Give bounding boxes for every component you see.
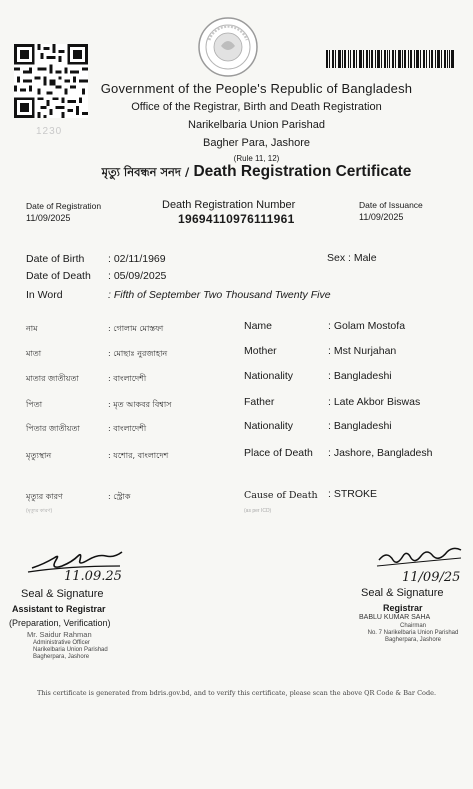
- sex-field: [327, 252, 377, 264]
- right-detail-line: Chairman: [399, 623, 426, 629]
- right-officer-name: BABLU KUMAR SAHA: [359, 614, 431, 621]
- field-value-bangla: : স্ট্রোক: [108, 492, 131, 501]
- date-of-death-label: Date of Death: [26, 270, 91, 282]
- right-detail-line: No. 7 Narikelbaria Union Parishad: [367, 630, 459, 636]
- government-seal-icon: [197, 16, 259, 78]
- field-value-bangla: : বাংলাদেশী: [108, 424, 147, 433]
- field-value-bangla: : মৃত আকবর বিশ্বাস: [108, 400, 172, 409]
- left-officer-name: Mr. Saidur Rahman: [27, 630, 92, 639]
- field-label-bangla: নাম: [26, 324, 38, 333]
- field-value-english: : Jashore, Bangladesh: [328, 447, 433, 459]
- field-value-bangla: : গোলাম মোস্তফা: [108, 324, 164, 333]
- government-heading: Government of the People's Republic of Bangladesh: [100, 81, 413, 96]
- title-bangla: মৃত্যু নিবন্ধন সনদ /: [101, 165, 190, 179]
- field-value-english: : Golam Mostofa: [328, 320, 406, 332]
- field-label-english: Mother: [244, 345, 277, 357]
- office-heading: Office of the Registrar, Birth and Death Registration: [131, 101, 382, 113]
- date-of-birth-value: : 02/11/1969: [108, 253, 166, 265]
- barcode-icon: [326, 50, 454, 68]
- left-role: Assistant to Registrar: [12, 604, 106, 614]
- date-of-registration-value: 11/09/2025: [26, 213, 71, 223]
- sex-label: Sex: [327, 252, 346, 264]
- left-detail-line: Narikelbaria Union Parishad: [33, 647, 108, 653]
- place-heading: Bagher Para, Jashore: [202, 137, 310, 149]
- right-role: Registrar: [383, 603, 423, 613]
- in-word-label: In Word: [26, 289, 63, 301]
- cause-note-bangla: (মৃত্যুর কারণ): [26, 508, 53, 514]
- field-value-bangla: : বাংলাদেশী: [108, 374, 147, 383]
- sex-value: : Male: [348, 252, 377, 264]
- field-label-english: Nationality: [244, 420, 294, 432]
- right-seal-label: Seal & Signature: [361, 587, 444, 599]
- faint-serial-number: 1230: [36, 126, 63, 137]
- left-seal-label: Seal & Signature: [21, 588, 104, 600]
- right-signature-icon: [375, 546, 465, 572]
- in-word-value: : Fifth of September Two Thousand Twenty Five: [108, 289, 331, 301]
- field-value-english: : Mst Nurjahan: [328, 345, 397, 357]
- date-of-death-value: : 05/09/2025: [108, 270, 167, 282]
- left-detail-line: Administrative Officer: [33, 640, 90, 646]
- union-heading: Narikelbaria Union Parishad: [188, 119, 325, 131]
- cause-note-english: (as per ICD): [244, 508, 272, 514]
- right-detail-line: Bagherpara, Jashore: [384, 637, 442, 643]
- field-label-bangla: পিতা: [26, 400, 43, 409]
- field-value-english: : Bangladeshi: [328, 370, 392, 382]
- field-label-english: Father: [244, 396, 275, 408]
- field-label-bangla: মাতার জাতীয়তা: [26, 374, 79, 383]
- field-label-english: Place of Death: [244, 447, 313, 459]
- field-value-bangla: : যশোর, বাংলাদেশ: [108, 451, 169, 460]
- field-value-english: : Late Akbor Biswas: [328, 396, 421, 408]
- date-of-issuance-label: Date of Issuance: [359, 200, 423, 210]
- rule-reference: (Rule 11, 12): [233, 154, 280, 163]
- date-of-birth-label: Date of Birth: [26, 253, 85, 265]
- registration-number-value: 19694110976111961: [178, 212, 295, 226]
- left-signature-date: 11.09.25: [64, 569, 122, 584]
- left-officer-details: [33, 640, 108, 661]
- date-of-issuance-value: 11/09/2025: [359, 212, 404, 222]
- field-label-english: Name: [244, 320, 273, 332]
- title-english: Death Registration Certificate: [193, 163, 412, 180]
- footer-note: This certificate is generated from bdris.gov.bd, and to verify this certificate, please scan the above QR Code & Bar Code.: [36, 689, 437, 697]
- certificate-title: [20, 163, 473, 183]
- field-label-bangla: মৃত্যুস্থান: [26, 451, 52, 460]
- right-officer-details: [358, 623, 468, 644]
- field-label-english: Cause of Death: [244, 490, 318, 501]
- field-value-english: : Bangladeshi: [328, 420, 392, 432]
- field-value-bangla: : মোছাঃ নুরজাহান: [108, 349, 168, 358]
- field-value-english: : STROKE: [328, 488, 378, 500]
- date-of-registration-label: Date of Registration: [26, 201, 102, 211]
- field-label-english: Nationality: [244, 370, 294, 382]
- left-role-sub: (Preparation, Verification): [9, 618, 111, 628]
- field-label-bangla: পিতার জাতীয়তা: [26, 424, 80, 433]
- registration-number-label: Death Registration Number: [162, 199, 296, 211]
- field-label-bangla: মৃত্যুর কারণ: [26, 492, 63, 501]
- left-detail-line: Bagherpara, Jashore: [33, 654, 90, 660]
- right-signature-date: 11/09/25: [402, 570, 461, 585]
- field-label-bangla: মাতা: [26, 349, 42, 358]
